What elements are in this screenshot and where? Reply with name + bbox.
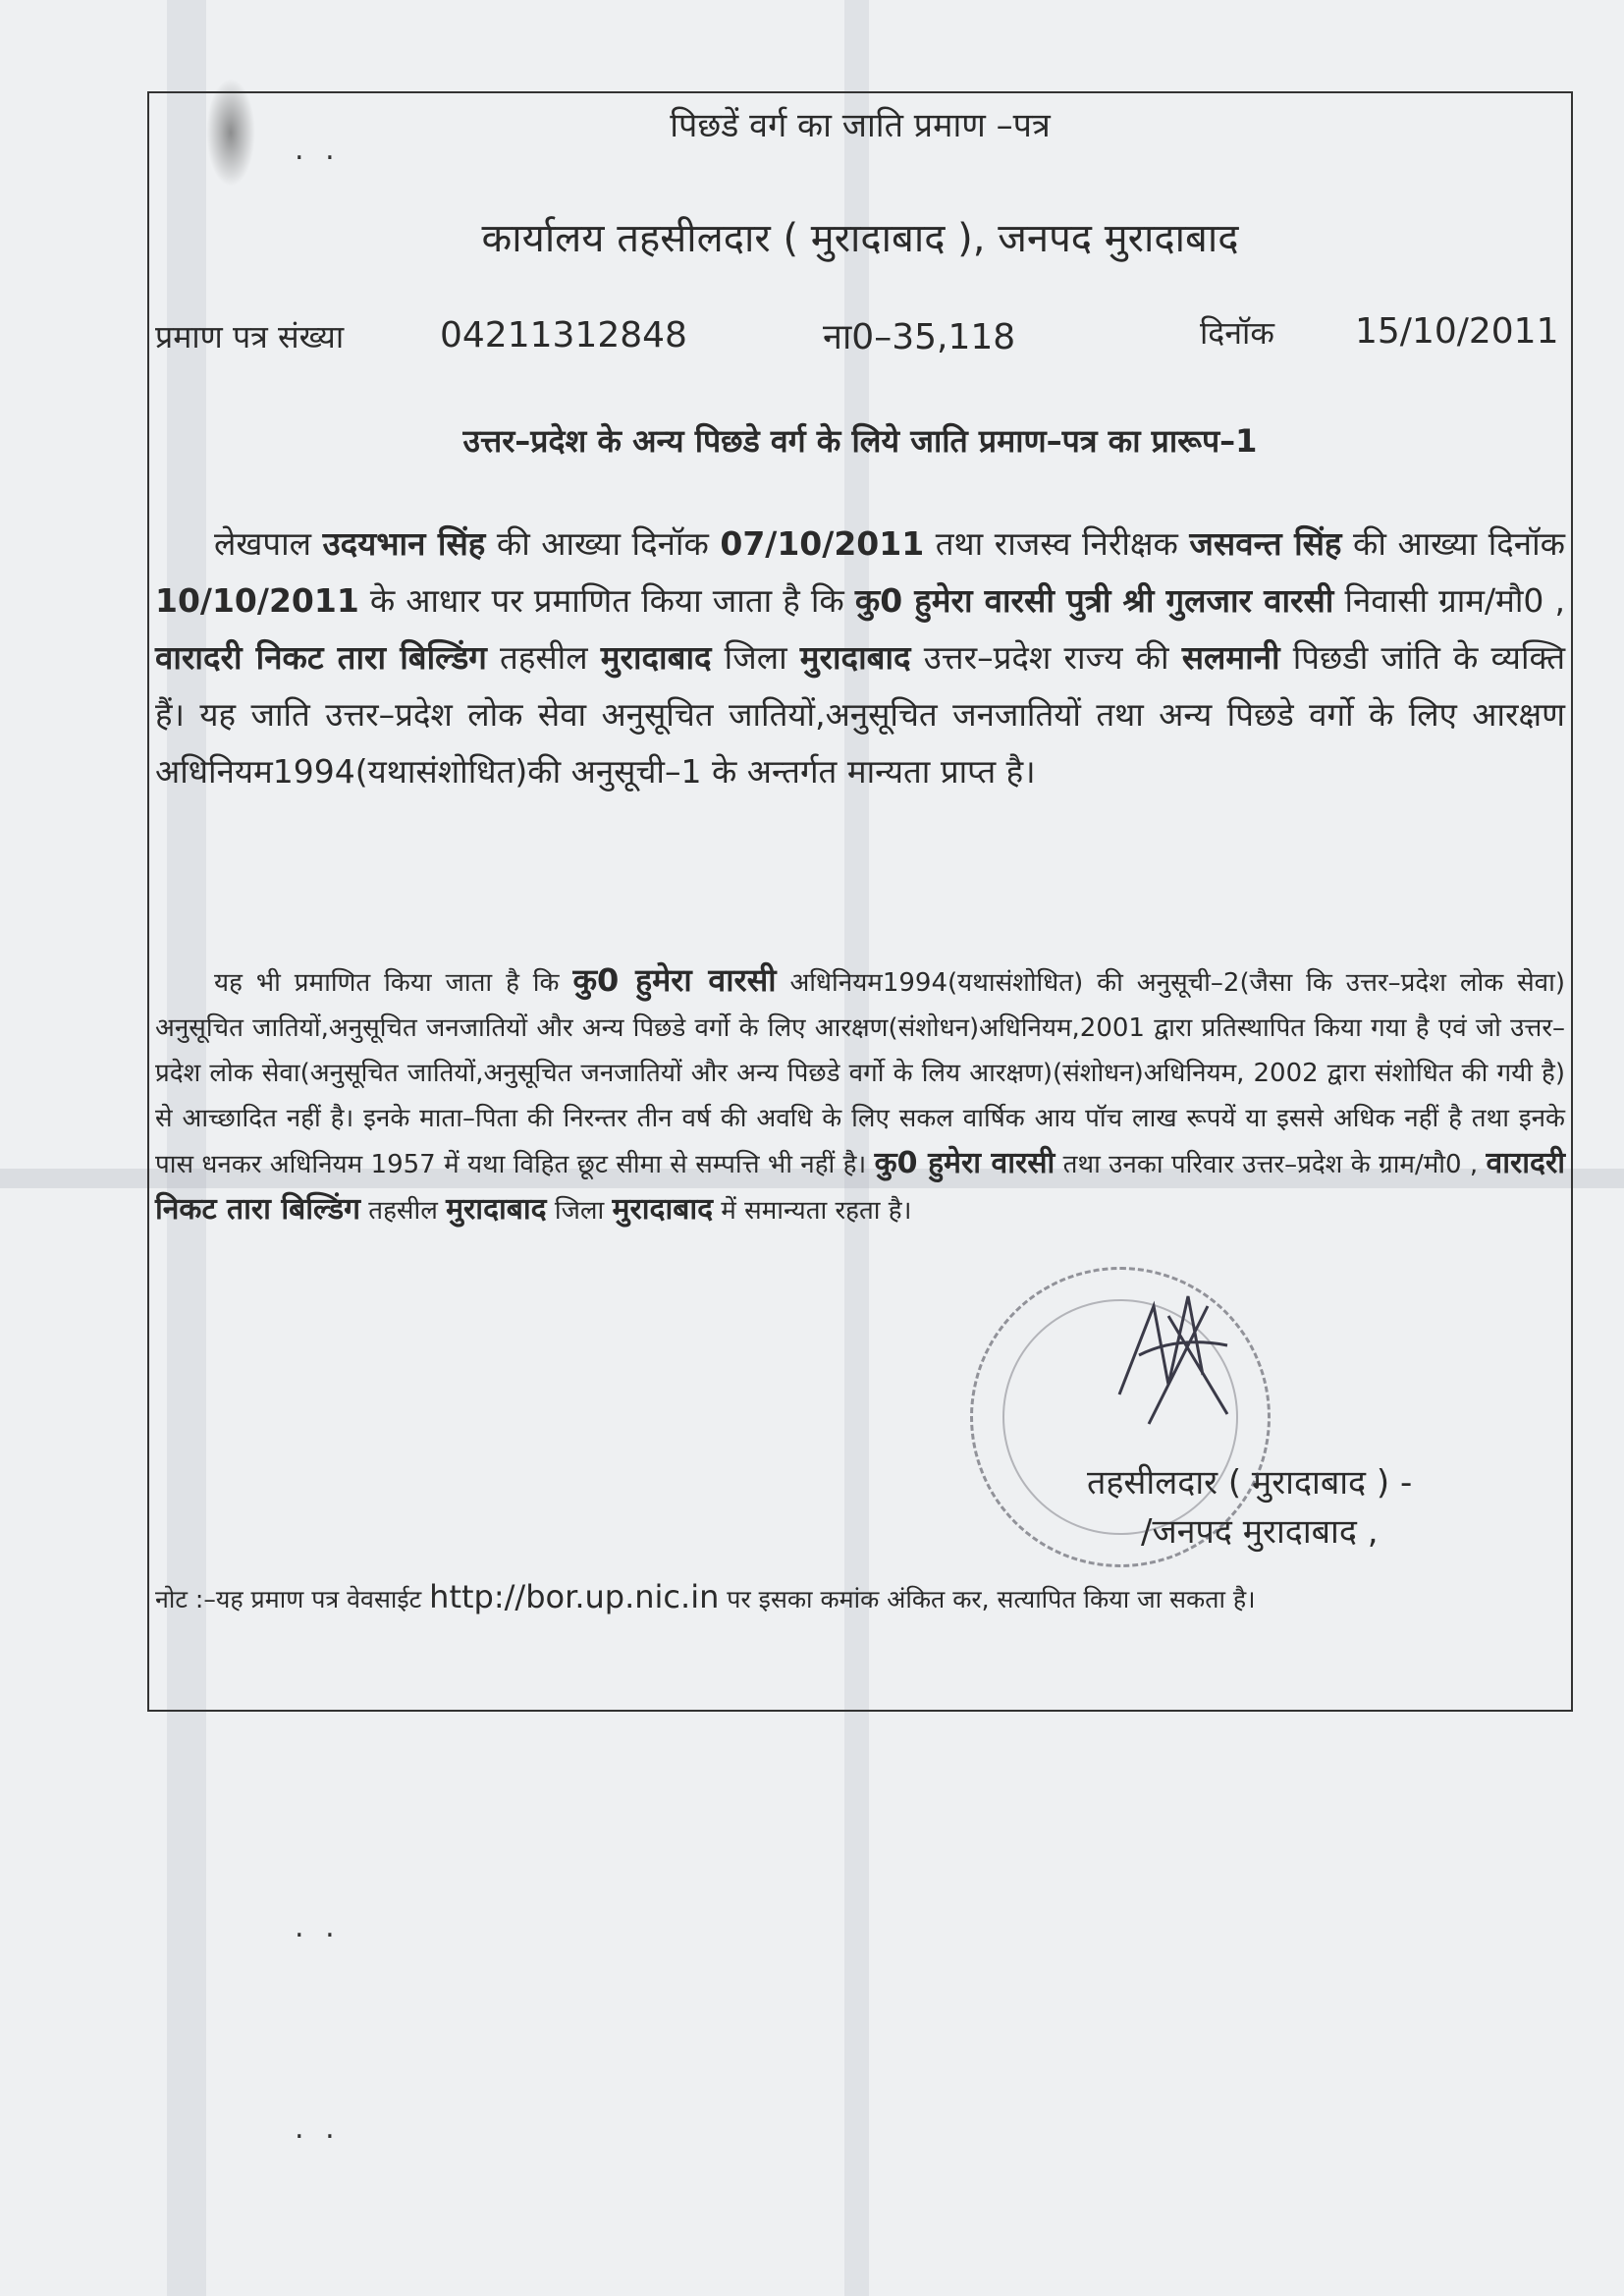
certificate-number-label: प्रमाण पत्र संख्या <box>155 318 345 355</box>
para-text: की आख्या दिनॉक <box>1341 524 1565 563</box>
para-text: तथा राजस्व निरीक्षक <box>924 524 1190 563</box>
verification-note <box>155 1574 1559 1622</box>
para-text: उत्तर–प्रदेश राज्य की <box>910 638 1182 677</box>
form-subtitle: उत्तर–प्रदेश के अन्य पिछडे वर्ग के लिये जाति प्रमाण–पत्र का प्रारूप–1 <box>462 422 1258 460</box>
signatory-district: /जनपद मुरादाबाद , <box>1141 1512 1379 1552</box>
issue-date: 15/10/2011 <box>1355 311 1559 352</box>
para-text: तथा उनका परिवार उत्तर–प्रदेश के ग्राम/मौ0 , <box>1055 1150 1487 1179</box>
para-text: के आधार पर प्रमाणित किया जाता है कि <box>358 581 855 620</box>
lekhpal-name: उदयभान सिंह <box>322 524 486 563</box>
handwritten-signature-icon <box>1110 1277 1257 1434</box>
certificate-frame <box>147 91 1573 1712</box>
applicant-name: कु0 हुमेरा वारसी <box>874 1146 1056 1180</box>
caste-name: सलमानी <box>1181 638 1280 677</box>
tehsil-name: मुरादाबाद <box>446 1192 547 1227</box>
para-text: पिछडी जांति के व्यक्ति हैं। यह जाति उत्तर–प्रदेश लोक सेवा अनुसूचित जातियों,अनुसूचित जनजातियों तथा अन्य पिछडे वर्गो के लिए आरक्षण अधिनियम1994(यथासंशोधित)की अनुसूची–1 के अन्तर्गत मान्यता प्राप्त है। <box>155 638 1565 791</box>
certificate-number: 04211312848 <box>440 315 687 355</box>
note-text: पर इसका कमांक अंकित कर, सत्यापित किया जा सकता है। <box>719 1585 1256 1613</box>
para-text: जिला <box>711 638 800 677</box>
para-text: निवासी ग्राम/मौ0 , <box>1333 581 1565 620</box>
para-text: यह भी प्रमाणित किया जाता है कि <box>214 968 573 998</box>
certificate-title: पिछडें वर्ग का जाति प्रमाण –पत्र <box>670 106 1051 145</box>
para-text: में समान्यता रहता है। <box>713 1196 912 1226</box>
para-text: की आख्या दिनॉक <box>485 524 721 563</box>
signatory-designation: तहसीलदार ( मुरादाबाद ) - <box>1087 1463 1413 1503</box>
speck-marks: . . <box>295 1910 341 1944</box>
para-text: जिला <box>546 1196 613 1226</box>
para-text: तहसील <box>360 1196 447 1226</box>
applicant-address: वारादरी निकट तारा बिल्डिंग <box>155 1146 1566 1227</box>
para-text: तहसील <box>486 638 601 677</box>
applicant-name: कु0 हुमेरा वारसी <box>572 961 777 999</box>
note-text: नोट :–यह प्रमाण पत्र वेवसाईट <box>155 1585 430 1613</box>
reference-number: ना0–35,118 <box>823 317 1016 357</box>
verification-website-link[interactable]: http://bor.up.nic.in <box>429 1578 720 1615</box>
speck-marks: . . <box>295 2111 341 2146</box>
certificate-paragraph-2 <box>155 957 1565 1233</box>
applicant-name: कु0 हुमेरा वारसी पुत्री श्री गुलजार वारसी <box>854 581 1334 620</box>
certificate-paragraph-1 <box>155 516 1565 800</box>
applicant-address: वारादरी निकट तारा बिल्डिंग <box>155 638 487 677</box>
inspector-name: जसवन्त सिंह <box>1189 524 1342 563</box>
district-name: मुरादाबाद <box>612 1192 714 1227</box>
district-name: मुरादाबाद <box>799 638 911 677</box>
tehsil-name: मुरादाबाद <box>600 638 712 677</box>
para-text: अधिनियम1994(यथासंशोधित) की अनुसूची–2(जैसा कि उत्तर–प्रदेश लोक सेवा) अनुसूचित जातियों,अनुसूचित जनजातियों और अन्य पिछडे वर्गो के लिए आरक्षण(संशोधन)अधिनियम,2001 द्वारा प्रतिस्थापित किया गया है एवं जो उत्तर–प्रदेश लोक सेवा(अनुसूचित जातियों,अनुसूचित जनजातियों और अन्य पिछडे वर्गो के लिय आरक्षण)(संशोधन)अधिनियम, 2002 द्वारा संशोधित की गयी है) से आच्छादित नहीं है। इनके माता–पिता की निरन्तर तीन वर्ष की अवधि के लिए सकल वार्षिक आय पॉच लाख रूपयें या इससे अधिक नहीं है तथा इनके पास धनकर अधिनियम 1957 में यथा विहित छूट सीमा से सम्पत्ति भी नहीं है। <box>155 968 1566 1179</box>
lekhpal-report-date: 07/10/2011 <box>720 524 925 563</box>
speck-marks: . . <box>295 133 341 167</box>
date-label: दिनॉक <box>1200 314 1274 352</box>
office-heading: कार्यालय तहसीलदार ( मुरादाबाद ), जनपद मुरादाबाद <box>481 216 1239 261</box>
para-text: लेखपाल <box>214 524 323 563</box>
inspector-report-date: 10/10/2011 <box>155 581 359 620</box>
